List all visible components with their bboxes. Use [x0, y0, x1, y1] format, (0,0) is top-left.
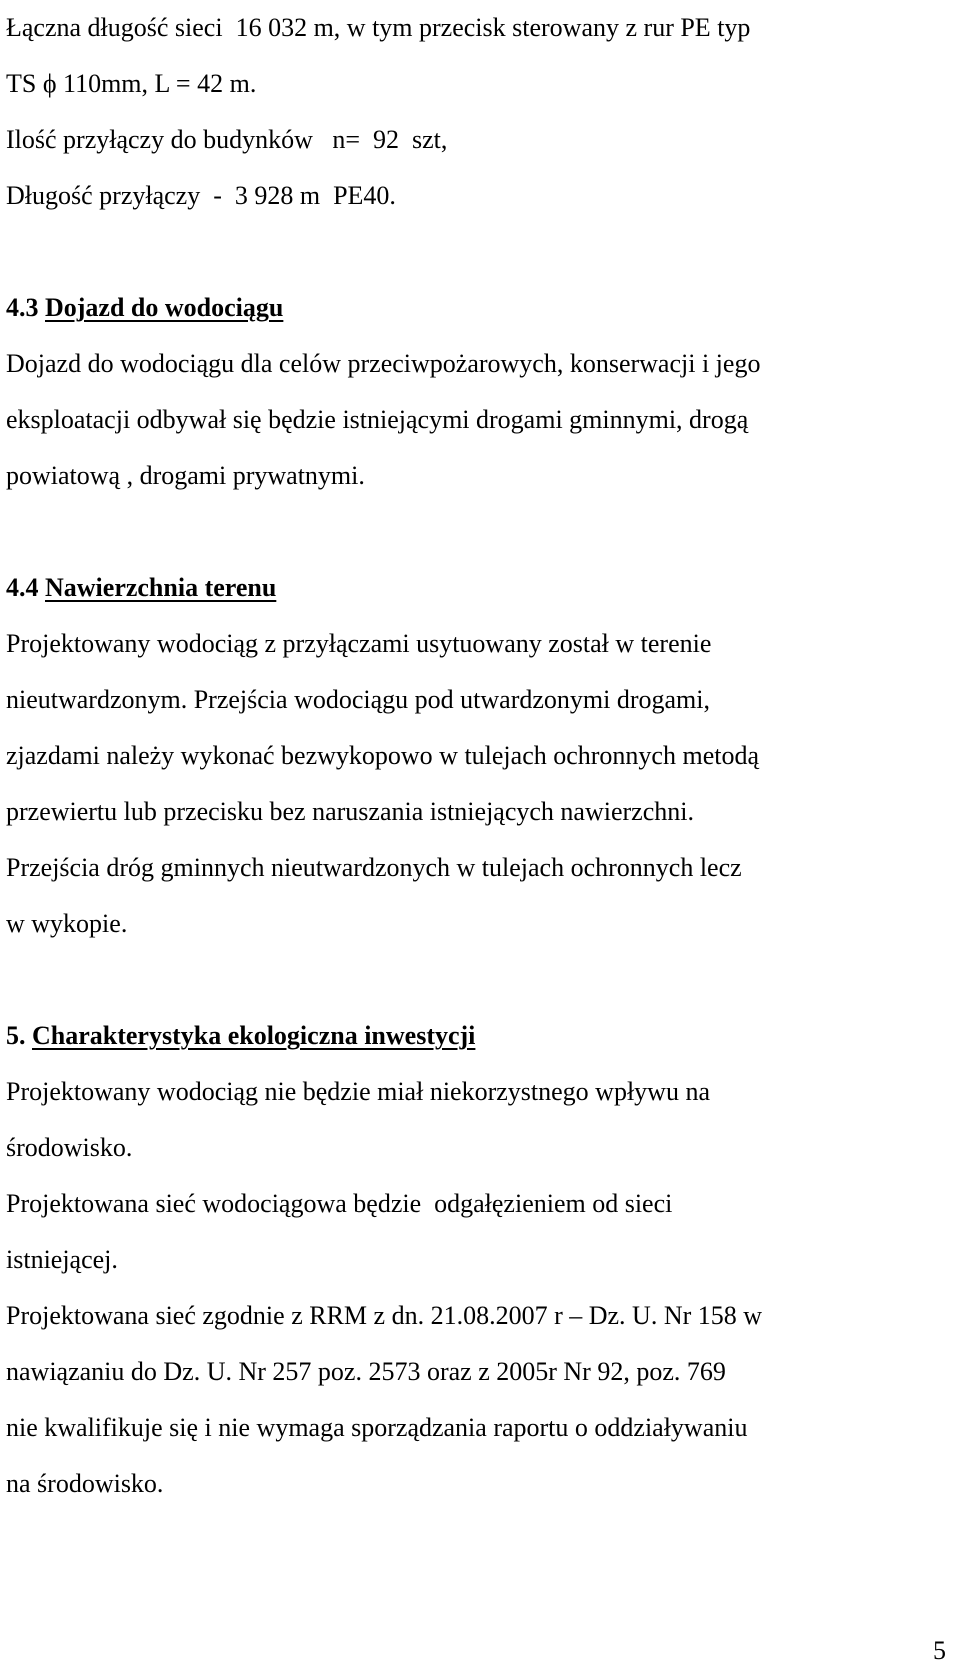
document-page [6, 0, 954, 1512]
text-line: w wykopie. [6, 909, 128, 938]
text-line: nie kwalifikuje się i nie wymaga sporządzania raportu o oddziaływaniu [6, 1413, 748, 1442]
text-line: Projektowana sieć wodociągowa będzie odgałęzieniem od sieci [6, 1189, 673, 1218]
text-line: Dojazd do wodociągu dla celów przeciwpożarowych, konserwacji i jego [6, 349, 761, 378]
section-title: Dojazd do wodociągu [45, 293, 284, 322]
text-line: nawiązaniu do Dz. U. Nr 257 poz. 2573 oraz z 2005r Nr 92, poz. 769 [6, 1357, 726, 1386]
section-heading [6, 560, 954, 616]
section-4-4 [6, 560, 954, 952]
section-number: 4.4 [6, 573, 45, 602]
spacer [6, 224, 954, 280]
text-line: Projektowany wodociąg z przyłączami usytuowany został w terenie [6, 629, 712, 658]
section-title: Charakterystyka ekologiczna inwestycji [32, 1021, 476, 1050]
section-number: 5. [6, 1021, 32, 1050]
section-4-3 [6, 280, 954, 504]
section-title: Nawierzchnia terenu [45, 573, 277, 602]
text-line: TS ϕ 110mm, L = 42 m. [6, 69, 257, 98]
text-line: Łączna długość sieci 16 032 m, w tym przecisk sterowany z rur PE typ [6, 13, 751, 42]
text-line: eksploatacji odbywał się będzie istniejącymi drogami gminnymi, drogą [6, 405, 749, 434]
text-line: przewiertu lub przecisku bez naruszania istniejących nawierzchni. [6, 797, 694, 826]
section-heading [6, 1008, 954, 1064]
section-5 [6, 1008, 954, 1512]
text-line: Długość przyłączy - 3 928 m PE40. [6, 181, 396, 210]
spacer [6, 504, 954, 560]
section-number: 4.3 [6, 293, 45, 322]
text-line: Projektowany wodociąg nie będzie miał niekorzystnego wpływu na [6, 1077, 710, 1106]
text-line: zjazdami należy wykonać bezwykopowo w tulejach ochronnych metodą [6, 741, 759, 770]
text-line: środowisko. [6, 1133, 133, 1162]
text-line: na środowisko. [6, 1469, 164, 1498]
text-line: Ilość przyłączy do budynków n= 92 szt, [6, 125, 448, 154]
section-heading [6, 280, 954, 336]
text-line: powiatową , drogami prywatnymi. [6, 461, 365, 490]
text-line: nieutwardzonym. Przejścia wodociągu pod utwardzonymi drogami, [6, 685, 710, 714]
text-line: Przejścia dróg gminnych nieutwardzonych w tulejach ochronnych lecz [6, 853, 742, 882]
text-line: istniejącej. [6, 1245, 118, 1274]
text-line: Projektowana sieć zgodnie z RRM z dn. 21.08.2007 r – Dz. U. Nr 158 w [6, 1301, 763, 1330]
intro-block [6, 0, 954, 224]
spacer [6, 952, 954, 1008]
page-number: 5 [933, 1636, 946, 1665]
